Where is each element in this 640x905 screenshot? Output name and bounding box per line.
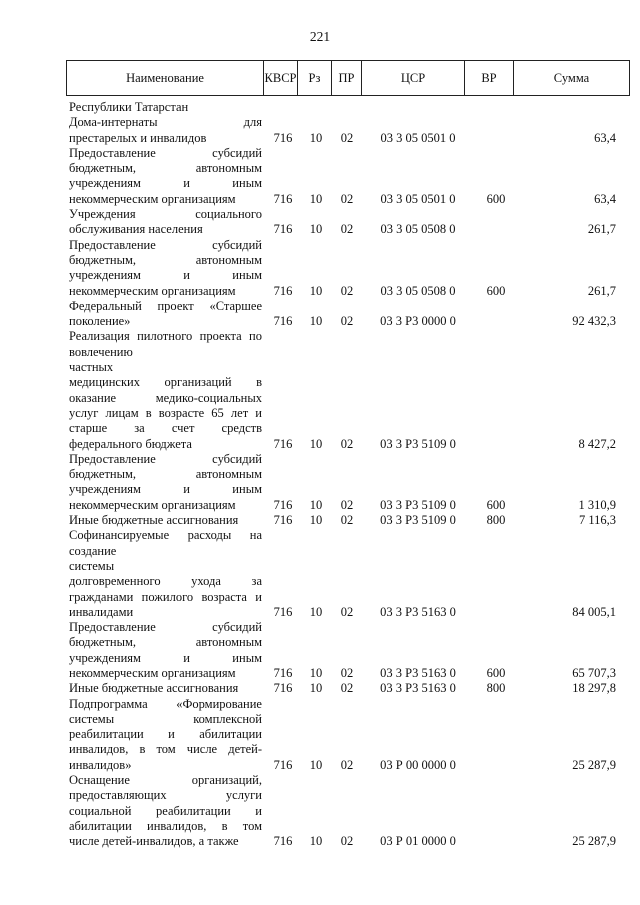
row-name-line: поколение» <box>69 314 131 329</box>
row-name-line: инвалидов, в том числе детей- <box>69 742 262 757</box>
row-name-line: некоммерческим организациям <box>69 665 236 680</box>
cell-pr: 02 <box>340 222 354 237</box>
cell-pr: 02 <box>340 436 354 451</box>
cell-csr: 03 3 05 0508 0 <box>380 222 456 237</box>
cell-pr: 02 <box>340 665 354 680</box>
cell-sum: 25 287,9 <box>572 757 616 772</box>
cell-vr: 600 <box>486 665 506 680</box>
cell-kvsr: 716 <box>273 222 293 237</box>
table-row <box>0 329 640 451</box>
row-name-line: системы <box>69 558 115 573</box>
cell-rz: 10 <box>309 497 323 512</box>
row-name-line: оказание медико-социальных <box>69 390 262 405</box>
row-name-line: учреждениям и иным <box>69 176 262 191</box>
row-name-line: частных <box>69 360 114 375</box>
table-header <box>66 60 630 96</box>
table-row <box>0 238 640 299</box>
cell-sum: 63,4 <box>594 130 616 145</box>
cell-csr: 03 Р 01 0000 0 <box>380 834 456 849</box>
header-csr: ЦСР <box>361 61 464 95</box>
cell-csr: 03 3 Р3 5163 0 <box>380 604 456 619</box>
table-row <box>0 452 640 513</box>
cell-csr: 03 3 Р3 5109 0 <box>380 513 456 528</box>
cell-rz: 10 <box>309 130 323 145</box>
header-pr: ПР <box>331 61 361 95</box>
cell-rz: 10 <box>309 513 323 528</box>
row-name-line: социальной реабилитации и <box>69 803 262 818</box>
row-name-line: вовлечению <box>69 344 133 359</box>
header-rz: Рз <box>297 61 331 95</box>
cell-csr: 03 3 05 0501 0 <box>380 130 456 145</box>
cell-rz: 10 <box>309 283 323 298</box>
row-name-line: обслуживания населения <box>69 222 203 237</box>
table-row <box>0 299 640 330</box>
row-name-line: Софинансируемые расходы на <box>69 528 262 543</box>
cell-vr: 600 <box>486 191 506 206</box>
cell-kvsr: 716 <box>273 314 293 329</box>
row-name-line: учреждениям и иным <box>69 650 262 665</box>
cell-pr: 02 <box>340 130 354 145</box>
row-name <box>69 681 262 696</box>
table-row <box>0 115 640 146</box>
cell-rz: 10 <box>309 665 323 680</box>
row-name <box>69 620 262 681</box>
row-name-line: Подпрограмма «Формирование <box>69 696 262 711</box>
cell-vr: 800 <box>486 513 506 528</box>
row-name-line: Предоставление субсидий <box>69 620 262 635</box>
cell-pr: 02 <box>340 757 354 772</box>
row-name-line: некоммерческим организациям <box>69 283 236 298</box>
row-name-line: Предоставление субсидий <box>69 237 262 252</box>
row-name-line: Реализация пилотного проекта по <box>69 329 262 344</box>
row-name-line: Предоставление субсидий <box>69 451 262 466</box>
cell-rz: 10 <box>309 757 323 772</box>
table-row <box>0 207 640 238</box>
row-name-line: Иные бюджетные ассигнования <box>69 513 239 528</box>
row-name-line: услуг лицам в возрасте 65 лет и <box>69 405 262 420</box>
row-name-line: бюджетным, автономным <box>69 635 262 650</box>
cell-kvsr: 716 <box>273 513 293 528</box>
row-name <box>69 100 262 115</box>
cell-sum: 261,7 <box>587 222 616 237</box>
cell-sum: 25 287,9 <box>572 834 616 849</box>
cell-csr: 03 3 05 0501 0 <box>380 191 456 206</box>
header-sum: Сумма <box>513 61 629 95</box>
table-row <box>0 681 640 696</box>
row-name-line: учреждениям и иным <box>69 268 262 283</box>
row-name-line: некоммерческим организациям <box>69 191 236 206</box>
cell-csr: 03 3 Р3 5163 0 <box>380 665 456 680</box>
cell-kvsr: 716 <box>273 130 293 145</box>
cell-sum: 65 707,3 <box>572 665 616 680</box>
row-name-line: абилитации инвалидов, в том <box>69 818 262 833</box>
cell-pr: 02 <box>340 314 354 329</box>
table-row <box>0 100 640 115</box>
row-name <box>69 115 262 146</box>
cell-csr: 03 3 Р3 5109 0 <box>380 436 456 451</box>
cell-sum: 92 432,3 <box>572 314 616 329</box>
cell-sum: 1 310,9 <box>578 497 616 512</box>
cell-kvsr: 716 <box>273 757 293 772</box>
row-name-line: долговременного ухода за <box>69 574 262 589</box>
cell-sum: 8 427,2 <box>578 436 616 451</box>
cell-sum: 261,7 <box>587 283 616 298</box>
row-name <box>69 207 262 238</box>
cell-pr: 02 <box>340 834 354 849</box>
cell-csr: 03 3 Р3 5109 0 <box>380 497 456 512</box>
cell-kvsr: 716 <box>273 665 293 680</box>
header-kvsr: КВСР <box>263 61 297 95</box>
header-name: Наименование <box>126 71 204 85</box>
cell-kvsr: 716 <box>273 681 293 696</box>
row-name-line: инвалидами <box>69 604 134 619</box>
row-name <box>69 697 262 773</box>
row-name-line: Дома-интернаты для <box>69 115 262 130</box>
row-name-line: бюджетным, автономным <box>69 161 262 176</box>
row-name <box>69 452 262 513</box>
cell-sum: 84 005,1 <box>572 604 616 619</box>
row-name-line: престарелых и инвалидов <box>69 130 207 145</box>
cell-rz: 10 <box>309 604 323 619</box>
cell-pr: 02 <box>340 283 354 298</box>
row-name-line: Оснащение организаций, <box>69 773 262 788</box>
table-row <box>0 513 640 528</box>
cell-rz: 10 <box>309 222 323 237</box>
row-name-line: федерального бюджета <box>69 436 192 451</box>
row-name-line: Республики Татарстан <box>69 100 189 114</box>
cell-pr: 02 <box>340 497 354 512</box>
cell-csr: 03 3 Р3 0000 0 <box>380 314 456 329</box>
cell-kvsr: 716 <box>273 191 293 206</box>
row-name-line: медицинских организаций в <box>69 375 262 390</box>
cell-rz: 10 <box>309 191 323 206</box>
row-name-line: Федеральный проект «Старшее <box>69 298 262 313</box>
row-name-line: бюджетным, автономным <box>69 467 262 482</box>
row-name <box>69 299 262 330</box>
cell-vr: 800 <box>486 681 506 696</box>
cell-rz: 10 <box>309 681 323 696</box>
cell-csr: 03 3 05 0508 0 <box>380 283 456 298</box>
row-name-line: системы комплексной <box>69 711 262 726</box>
row-name-line: предоставляющих услуги <box>69 788 262 803</box>
row-name <box>69 238 262 299</box>
page-number: 221 <box>309 29 331 44</box>
cell-pr: 02 <box>340 604 354 619</box>
row-name-line: реабилитации и абилитации <box>69 727 262 742</box>
row-name-line: бюджетным, автономным <box>69 252 262 267</box>
cell-pr: 02 <box>340 191 354 206</box>
table-row <box>0 146 640 207</box>
table-row <box>0 697 640 773</box>
cell-rz: 10 <box>309 314 323 329</box>
row-name <box>69 528 262 620</box>
row-name-line: старше за счет средств <box>69 421 262 436</box>
row-name <box>69 513 262 528</box>
row-name-line: числе детей-инвалидов, а также <box>69 834 239 849</box>
row-name-line: учреждениям и иным <box>69 482 262 497</box>
row-name <box>69 773 262 849</box>
header-vr: ВР <box>464 61 513 95</box>
cell-csr: 03 3 Р3 5163 0 <box>380 681 456 696</box>
cell-vr: 600 <box>486 497 506 512</box>
row-name <box>69 146 262 207</box>
table-row <box>0 773 640 849</box>
row-name <box>69 329 262 451</box>
cell-pr: 02 <box>340 513 354 528</box>
row-name-line: инвалидов» <box>69 757 132 772</box>
row-name-line: Иные бюджетные ассигнования <box>69 681 239 696</box>
cell-sum: 18 297,8 <box>572 681 616 696</box>
cell-rz: 10 <box>309 834 323 849</box>
table-body <box>0 100 640 850</box>
cell-csr: 03 Р 00 0000 0 <box>380 757 456 772</box>
cell-sum: 7 116,3 <box>578 513 616 528</box>
cell-sum: 63,4 <box>594 191 616 206</box>
row-name-line: некоммерческим организациям <box>69 497 236 512</box>
row-name-line: Предоставление субсидий <box>69 145 262 160</box>
cell-kvsr: 716 <box>273 834 293 849</box>
row-name-line: гражданами пожилого возраста и <box>69 589 262 604</box>
cell-kvsr: 716 <box>273 604 293 619</box>
cell-rz: 10 <box>309 436 323 451</box>
table-row <box>0 620 640 681</box>
cell-kvsr: 716 <box>273 436 293 451</box>
table-row <box>0 528 640 620</box>
row-name-line: создание <box>69 543 117 558</box>
cell-pr: 02 <box>340 681 354 696</box>
cell-kvsr: 716 <box>273 497 293 512</box>
cell-vr: 600 <box>486 283 506 298</box>
cell-kvsr: 716 <box>273 283 293 298</box>
row-name-line: Учреждения социального <box>69 207 262 222</box>
